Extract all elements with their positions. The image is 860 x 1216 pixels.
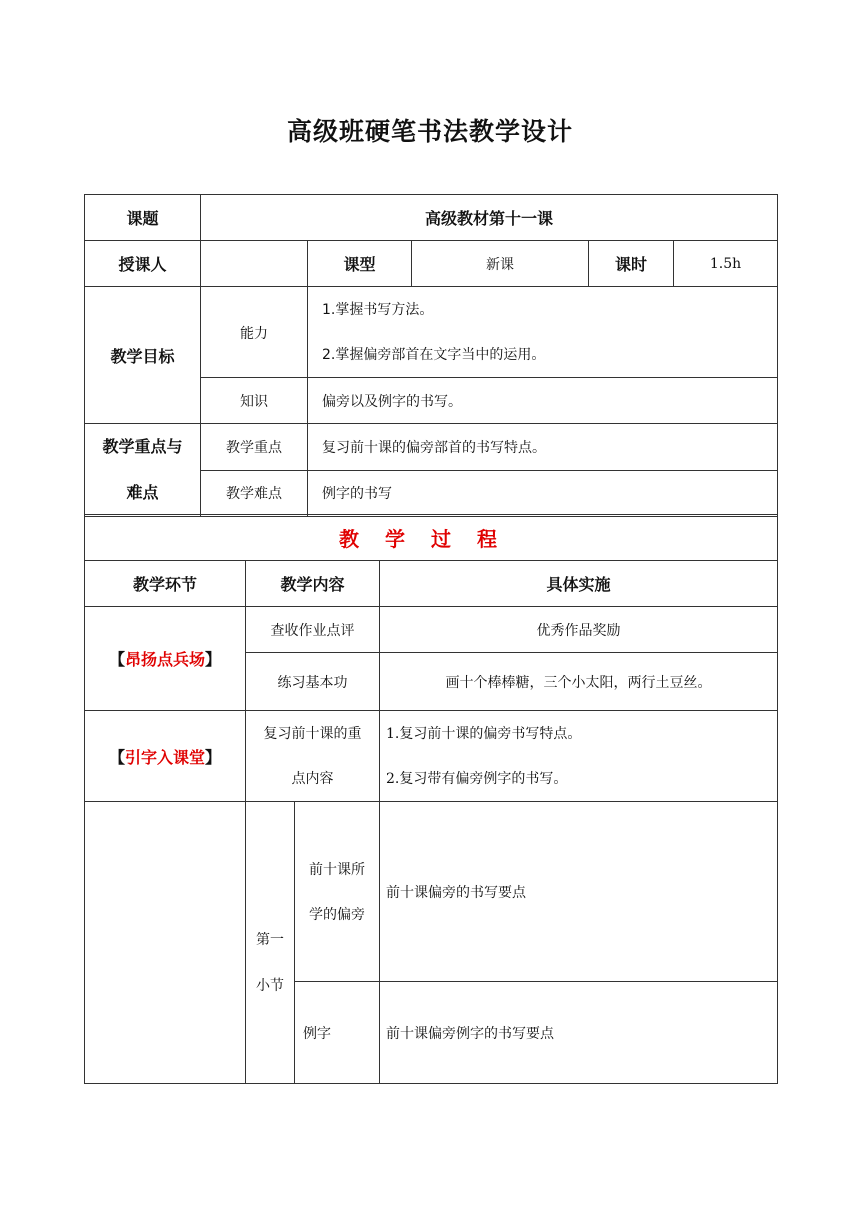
difficulty-value: 例字的书写 (308, 470, 778, 517)
type-label: 课型 (308, 241, 412, 287)
stage3-content (295, 802, 380, 982)
stage3-section (246, 802, 295, 1084)
process-table (84, 514, 778, 1084)
info-table (84, 194, 778, 517)
stage2-impl-item: 1.复习前十课的偏旁书写特点。 (386, 726, 582, 742)
stage2-content (246, 711, 380, 802)
stage3-content: 例字 (295, 982, 380, 1084)
stage1-content: 查收作业点评 (246, 607, 380, 653)
stage2-impl-item: 2.复习带有偏旁例字的书写。 (386, 771, 568, 787)
stage1-impl: 优秀作品奖励 (380, 607, 778, 653)
teacher-label: 授课人 (85, 241, 201, 287)
hours-value: 1.5h (674, 241, 778, 287)
stage3-name (85, 802, 246, 1084)
stage1-name (85, 607, 246, 711)
section-line: 第一 (256, 931, 284, 948)
stage1-impl: 画十个棒棒糖，三个小太阳，两行土豆丝。 (380, 653, 778, 711)
focus-label (85, 424, 201, 517)
stage3-impl: 前十课偏旁的书写要点 (380, 802, 778, 982)
topic-label: 课题 (85, 195, 201, 241)
stage3-impl: 前十课偏旁例字的书写要点 (380, 982, 778, 1084)
focus-label-line: 教学重点与 (102, 437, 183, 456)
col-content: 教学内容 (246, 561, 380, 607)
ability-label: 能力 (201, 287, 308, 378)
stage2-title: 【引字入课堂】 (108, 747, 222, 767)
stage2-impl (380, 711, 778, 802)
ability-items (308, 287, 778, 378)
topic-value: 高级教材第十一课 (201, 195, 778, 241)
hours-label: 课时 (589, 241, 674, 287)
ability-item: 1.掌握书写方法。 (322, 302, 434, 318)
focus-label-line: 难点 (126, 483, 159, 502)
stage1-title: 【昂扬点兵场】 (108, 650, 222, 669)
type-value: 新课 (412, 241, 589, 287)
stage3-content-line: 前十课所 (309, 861, 365, 878)
key-value: 复习前十课的偏旁部首的书写特点。 (308, 424, 778, 471)
teacher-value (201, 241, 308, 287)
stage2-content-line: 复习前十课的重 (263, 726, 362, 742)
stage3-content-line: 学的偏旁 (309, 906, 365, 923)
ability-item: 2.掌握偏旁部首在文字当中的运用。 (322, 347, 546, 363)
process-heading: 教学过程 (85, 515, 778, 561)
goals-label: 教学目标 (85, 287, 201, 424)
difficulty-label: 教学难点 (201, 470, 308, 517)
stage2-content-line: 点内容 (291, 771, 334, 787)
col-impl: 具体实施 (380, 561, 778, 607)
knowledge-label: 知识 (201, 378, 308, 424)
stage2-name (85, 711, 246, 802)
knowledge-value: 偏旁以及例字的书写。 (308, 378, 778, 424)
page-title: 高级班硬笔书法教学设计 (286, 117, 573, 146)
section-line: 小节 (256, 977, 284, 994)
col-stage: 教学环节 (85, 561, 246, 607)
key-label: 教学重点 (201, 424, 308, 471)
stage1-content: 练习基本功 (246, 653, 380, 711)
